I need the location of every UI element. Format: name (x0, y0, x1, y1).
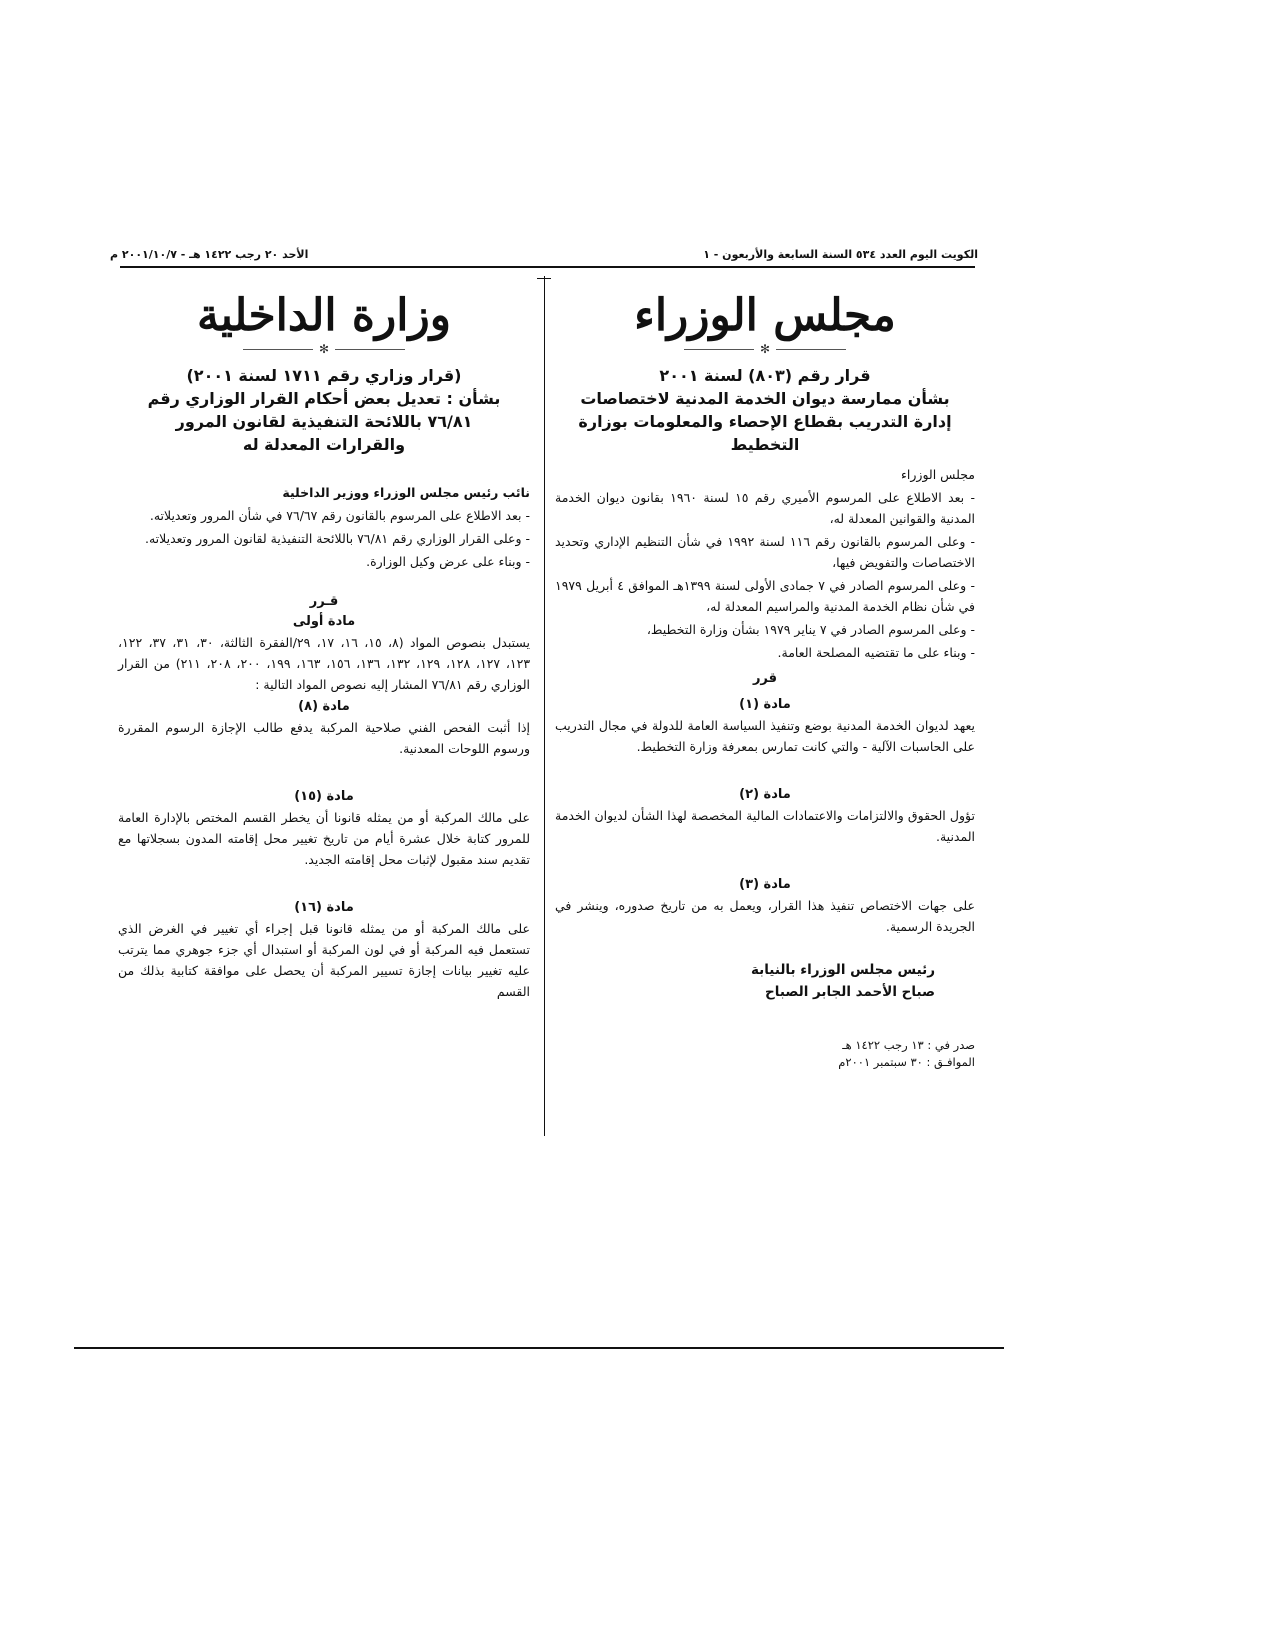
issuer: مجلس الوزراء (901, 467, 975, 482)
article-text: يعهد لديوان الخدمة المدنية بوضع وتنفيذ السياسة العامة للدولة في مجال التدريب على الحاسبات الآلية - والتي كانت تمارس بمعرفة وزارة التخطيط. (555, 718, 975, 754)
title-line: بشأن ممارسة ديوان الخدمة المدنية لاختصاصات (580, 389, 950, 408)
preamble-item: - وبناء على ما تقتضيه المصلحة العامة. (777, 645, 975, 660)
article-text: إذا أثبت الفحص الفني صلاحية المركبة يدفع طالب الإجازة الرسوم المقررة ورسوم اللوحات المعدنية. (118, 720, 530, 756)
decision-title (555, 364, 975, 456)
title-line: والقرارات المعدلة له (242, 435, 406, 454)
article-heading: مادة أولى (292, 614, 356, 629)
column-divider-tick (537, 278, 551, 279)
corresponding-date: الموافـق : ٣٠ سبتمبر ٢٠٠١م (838, 1055, 975, 1069)
decision-word: قـرر (309, 594, 339, 609)
bottom-rule (74, 1347, 1004, 1349)
preamble-item: - وبناء على عرض وكيل الوزارة. (366, 554, 530, 569)
title-line: ٧٦/٨١ باللائحة التنفيذية لقانون المرور (175, 412, 473, 431)
left-column (118, 290, 530, 1004)
preamble-item: - بعد الاطلاع على المرسوم بالقانون رقم ٧٦/٦٧ في شأن المرور وتعديلاته. (149, 508, 530, 523)
signature-name: صباح الأحمد الجابر الصباح (765, 984, 935, 1000)
ornament-icon: ✻ (318, 342, 330, 356)
masthead-ornament (555, 342, 975, 356)
article-heading: مادة (١) (739, 697, 791, 712)
article-text: على مالك المركبة أو من يمثله قانونا قبل إجراء أي تغيير في الغرض الذي تستعمل فيه المركبة أو في لون المركبة أو استبدال أي جزء جوهري مما يترتب عليه تغيير بيانات إجازة تسيير المركبة أن يحصل على موافقة كتابية بذلك من القسم (118, 921, 530, 999)
article-text: على جهات الاختصاص تنفيذ هذا القرار، ويعمل به من تاريخ صدوره، وينشر في الجريدة الرسمية. (555, 898, 975, 934)
header-date: الأحد ٢٠ رجب ١٤٢٢ هـ - ٢٠٠١/١٠/٧ م (110, 248, 309, 261)
title-line: (قرار وزاري رقم ١٧١١ لسنة ٢٠٠١) (186, 366, 462, 385)
title-line: إدارة التدريب بقطاع الإحصاء والمعلومات بوزارة (578, 412, 952, 431)
signature-title: رئيس مجلس الوزراء بالنيابة (750, 962, 935, 978)
header-rule (120, 266, 975, 268)
issuer: نائب رئيس مجلس الوزراء ووزير الداخلية (282, 485, 530, 500)
article-text: على مالك المركبة أو من يمثله قانونا أن يخطر القسم المختص بالإدارة العامة للمرور كتابة خلال عشرة أيام من تاريخ تغيير محل إقامته المدون بسجلاتها مع تقديم سند مقبول لإثبات محل إقامته الجديد. (118, 810, 530, 867)
issued-date: صدر في : ١٣ رجب ١٤٢٢ هـ (842, 1038, 975, 1052)
column-divider (544, 276, 545, 1136)
ornament-icon: ✻ (759, 342, 771, 356)
right-column (555, 290, 975, 1071)
article-heading: مادة (١٦) (294, 900, 354, 915)
preamble-item: - وعلى المرسوم الصادر في ٧ جمادى الأولى لسنة ١٣٩٩هـ الموافق ٤ أبريل ١٩٧٩ في شأن نظام الخدمة المدنية والمراسيم المعدلة له، (555, 578, 975, 614)
article-text: يستبدل بنصوص المواد (٨، ١٥، ١٦، ١٧، ٢٩/الفقرة الثالثة، ٣٠، ٣١، ٣٧، ١٢٢، ١٢٣، ١٢٧، ١٢٨، ١٢٩، ١٣٢، ١٣٦، ١٥٦، ١٦٣، ١٩٩، ٢٠٠، ٢٠٨، ٢١١) من القرار الوزاري رقم ٧٦/٨١ المشار إليه نصوص المواد التالية : (118, 635, 531, 692)
article-text: تؤول الحقوق والالتزامات والاعتمادات المالية المخصصة لهذا الشأن لديوان الخدمة المدنية. (555, 808, 975, 844)
decision-word: قرر (752, 671, 778, 686)
preamble-item: - وعلى المرسوم بالقانون رقم ١١٦ لسنة ١٩٩٢ في شأن التنظيم الإداري وتحديد الاختصاصات والتفويض فيها، (555, 534, 976, 570)
decision-title (118, 364, 530, 456)
preamble-item: - وعلى المرسوم الصادر في ٧ يناير ١٩٧٩ بشأن وزارة التخطيط، (646, 622, 975, 637)
title-line: قرار رقم (٨٠٣) لسنة ٢٠٠١ (659, 366, 871, 385)
header-issue-info: الكويت اليوم العدد ٥٣٤ السنة السابعة والأربعون - ١ (703, 248, 978, 261)
article-heading: مادة (٢) (739, 787, 791, 802)
masthead-interior: وزارة الداخلية (197, 290, 451, 341)
preamble-item: - وعلى القرار الوزاري رقم ٧٦/٨١ باللائحة التنفيذية لقانون المرور وتعديلاته. (145, 531, 530, 546)
title-line: التخطيط (730, 435, 800, 454)
article-heading: مادة (٣) (739, 877, 791, 892)
masthead-council: مجلس الوزراء (634, 290, 896, 341)
article-heading: مادة (١٥) (294, 789, 354, 804)
title-line: بشأن : تعديل بعض أحكام القرار الوزاري رقم (147, 389, 501, 408)
issue-dates (555, 1037, 975, 1071)
preamble-item: - بعد الاطلاع على المرسوم الأميري رقم ١٥ لسنة ١٩٦٠ بقانون ديوان الخدمة المدنية والقوانين المعدلة له، (555, 490, 975, 526)
masthead-ornament (118, 342, 530, 356)
signature-block (555, 959, 975, 1003)
article-heading: مادة (٨) (298, 699, 350, 714)
